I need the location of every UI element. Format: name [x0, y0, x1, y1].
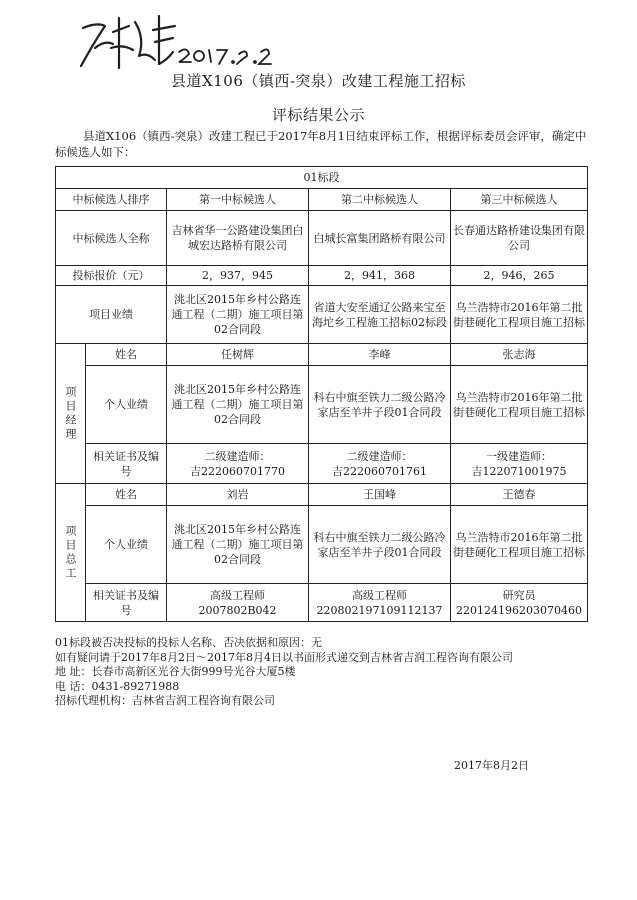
rejected-bidders-note: 01标段被否决投标的投标人名称、否决依据和原因：无 — [55, 636, 322, 649]
chief-cert-cell — [167, 584, 309, 622]
table-row — [56, 189, 588, 211]
cert-number: 吉222060701761 — [332, 464, 427, 478]
cert-title: 一级建造师： — [486, 449, 553, 463]
project-performance-cell: 乌兰浩特市2016年第二批街巷硬化工程项目施工招标 — [451, 286, 588, 344]
table-row — [56, 506, 588, 584]
document-title: 县道X106（镇西-突泉）改建工程施工招标 — [171, 72, 466, 90]
table-row — [56, 344, 588, 366]
cert-number: 吉122071001975 — [471, 464, 567, 478]
pm-name-label: 姓名 — [86, 344, 167, 366]
cert-title: 高级工程师 — [352, 588, 407, 602]
price-cell: 2，941，368 — [309, 266, 451, 286]
cert-number: 吉222060701770 — [190, 464, 285, 478]
agency-line: 招标代理机构：吉林省吉润工程咨询有限公司 — [55, 694, 275, 707]
chief-name-label: 姓名 — [86, 484, 167, 506]
footer-notes — [55, 636, 600, 709]
rank-cell: 第三中标候选人 — [451, 189, 588, 211]
cert-number: 220802197109112137 — [316, 603, 443, 617]
pm-cert-cell — [309, 444, 451, 484]
project-performance-label: 项目业绩 — [56, 286, 167, 344]
name-label: 中标候选人全称 — [56, 211, 167, 266]
chief-cert-cell — [309, 584, 451, 622]
chief-performance-cell: 科右中旗至铁力二级公路冷家店至羊井子段01合同段 — [309, 506, 451, 584]
pm-cert-label: 相关证书及编号 — [86, 444, 167, 484]
pm-name-cell: 任树辉 — [167, 344, 309, 366]
document-subtitle: 评标结果公示 — [271, 106, 365, 124]
table-row — [56, 266, 588, 286]
pm-performance-cell: 洮北区2015年乡村公路连通工程（二期）施工项目第02合同段 — [167, 366, 309, 444]
table-row — [56, 484, 588, 506]
cert-title: 二级建造师： — [346, 449, 413, 463]
table-row — [56, 366, 588, 444]
pm-cert-cell — [451, 444, 588, 484]
chief-performance-label: 个人业绩 — [86, 506, 167, 584]
cert-number: 2007802B042 — [198, 603, 277, 617]
handwritten-signature — [75, 8, 285, 78]
chief-performance-cell: 洮北区2015年乡村公路连通工程（二期）施工项目第02合同段 — [167, 506, 309, 584]
chief-cert-cell — [451, 584, 588, 622]
pm-name-cell: 张志海 — [451, 344, 588, 366]
table-row — [56, 584, 588, 622]
pm-performance-cell: 乌兰浩特市2016年第二批街巷硬化工程项目施工招标 — [451, 366, 588, 444]
project-performance-cell: 省道大安至通辽公路来宝至海坨乡工程施工招标02标段 — [309, 286, 451, 344]
objection-note: 如有疑问请于2017年8月2日～2017年8月4日以书面形式递交到吉林省吉润工程咨询有限公司 — [55, 650, 513, 664]
table-row — [56, 211, 588, 266]
price-cell: 2，937，945 — [167, 266, 309, 286]
table-row — [56, 444, 588, 484]
section-header: 01标段 — [56, 167, 588, 189]
project-manager-group-label: 项目经理 — [56, 344, 86, 484]
chief-name-cell: 刘岩 — [167, 484, 309, 506]
table-row — [56, 167, 588, 189]
cert-number: 220124196203070460 — [456, 603, 583, 617]
table-row — [56, 286, 588, 344]
cert-title: 二级建造师： — [204, 449, 271, 463]
cert-title: 研究员 — [502, 588, 536, 602]
chief-name-cell: 王德春 — [451, 484, 588, 506]
intro-text: 县道X106（镇西-突泉）改建工程已于2017年8月1日结束评标工作，根据评标委员会评审，确定中标候选人如下： — [55, 129, 587, 159]
project-performance-cell: 洮北区2015年乡村公路连通工程（二期）施工项目第02合同段 — [167, 286, 309, 344]
chief-engineer-group-label: 项目总工 — [56, 484, 86, 622]
company-name-cell: 长春通达路桥建设集团有限公司 — [451, 211, 588, 266]
cert-title: 高级工程师 — [210, 588, 265, 602]
pm-performance-label: 个人业绩 — [86, 366, 167, 444]
document-date: 2017年8月2日 — [454, 759, 529, 772]
results-table — [55, 166, 588, 622]
chief-cert-label: 相关证书及编号 — [86, 584, 167, 622]
address-line: 地 址：长春市高新区光谷大街999号光谷大厦5楼 — [55, 665, 296, 678]
company-name-cell: 吉林省华一公路建设集团白城宏达路桥有限公司 — [167, 211, 309, 266]
chief-performance-cell: 乌兰浩特市2016年第二批街巷硬化工程项目施工招标 — [451, 506, 588, 584]
intro-paragraph — [55, 128, 590, 160]
pm-performance-cell: 科右中旗至铁力二级公路冷家店至羊井子段01合同段 — [309, 366, 451, 444]
price-cell: 2，946，265 — [451, 266, 588, 286]
company-name-cell: 白城长富集团路桥有限公司 — [309, 211, 451, 266]
chief-name-cell: 王国峰 — [309, 484, 451, 506]
price-label: 投标报价（元） — [56, 266, 167, 286]
rank-cell: 第一中标候选人 — [167, 189, 309, 211]
phone-line: 电 话：0431-89271988 — [55, 679, 180, 693]
rank-cell: 第二中标候选人 — [309, 189, 451, 211]
rank-label: 中标候选人排序 — [56, 189, 167, 211]
pm-name-cell: 李峰 — [309, 344, 451, 366]
pm-cert-cell — [167, 444, 309, 484]
